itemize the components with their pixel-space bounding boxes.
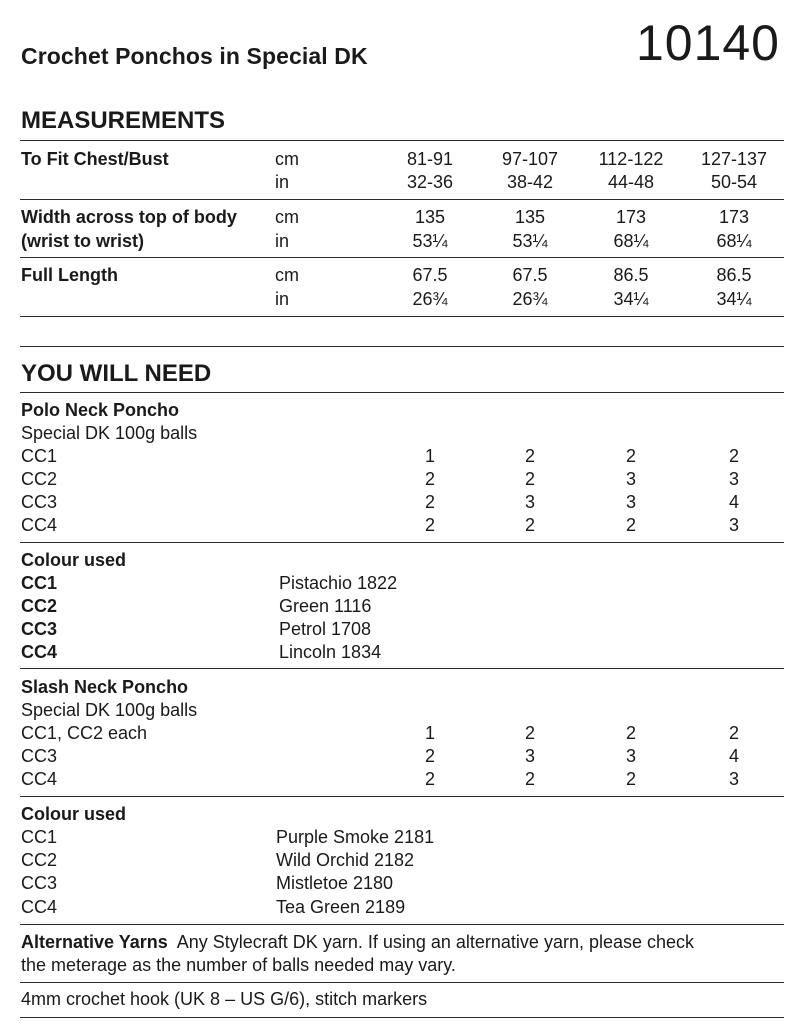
- colour-name: Tea Green 2189: [276, 897, 406, 917]
- ball-count: 2: [524, 469, 535, 489]
- ball-count: 2: [728, 723, 739, 743]
- colour-code: CC3: [21, 873, 58, 893]
- measurement-label: Full Length: [21, 265, 118, 285]
- measurement-label: Width across top of body: [21, 207, 237, 227]
- colour-name: Pistachio 1822: [279, 573, 398, 593]
- hook-info: 4mm crochet hook (UK 8 – US G/6), stitch markers: [21, 989, 428, 1009]
- ball-count: 2: [524, 723, 535, 743]
- colour-code: CC2: [21, 850, 58, 870]
- section-title: Polo Neck Poncho: [21, 400, 180, 420]
- ball-count: 2: [424, 515, 435, 535]
- ball-count: 4: [728, 746, 739, 766]
- ball-count: 3: [625, 746, 636, 766]
- colour-name: Mistletoe 2180: [276, 873, 394, 893]
- unit-cm: cm: [275, 265, 299, 285]
- ball-count: 1: [424, 446, 435, 466]
- ball-count: 2: [524, 515, 535, 535]
- ball-count: 2: [524, 446, 535, 466]
- unit-cm: cm: [275, 207, 299, 227]
- ball-count: 2: [728, 446, 739, 466]
- value-cell: 135: [514, 207, 546, 227]
- value-cell: 68¼: [716, 231, 752, 251]
- colour-name: Petrol 1708: [279, 619, 372, 639]
- unit-in: in: [275, 172, 290, 192]
- value-cell: 112-122: [598, 149, 664, 169]
- alternative-label: Alternative Yarns: [21, 932, 168, 952]
- divider: [20, 542, 784, 543]
- yarn-label: CC4: [21, 769, 58, 789]
- colour-used-title: Colour used: [21, 804, 127, 824]
- yarn-label: CC3: [21, 746, 58, 766]
- divider: [20, 982, 784, 983]
- value-cell: 32-36: [406, 172, 454, 192]
- ball-count: 2: [625, 515, 636, 535]
- ball-count: 3: [728, 515, 739, 535]
- colour-name: Purple Smoke 2181: [276, 827, 435, 847]
- colour-code: CC1: [21, 827, 58, 847]
- ball-count: 3: [728, 469, 739, 489]
- divider: [20, 924, 784, 925]
- colour-name: Wild Orchid 2182: [276, 850, 415, 870]
- ball-count: 2: [424, 769, 435, 789]
- you-will-need-heading: YOU WILL NEED: [21, 360, 212, 387]
- section-subtitle: Special DK 100g balls: [21, 700, 198, 720]
- colour-code: CC1: [21, 573, 58, 593]
- ball-count: 4: [728, 492, 739, 512]
- divider: [20, 140, 784, 141]
- divider: [20, 668, 784, 669]
- alternative-text: Any Stylecraft DK yarn. If using an alternative yarn, please check: [176, 932, 695, 952]
- colour-code: CC3: [21, 619, 58, 639]
- value-cell: 173: [615, 207, 647, 227]
- ball-count: 2: [625, 769, 636, 789]
- value-cell: 135: [414, 207, 446, 227]
- divider: [20, 346, 784, 347]
- ball-count: 2: [625, 446, 636, 466]
- value-cell: 97-107: [501, 149, 559, 169]
- unit-cm: cm: [275, 149, 299, 169]
- value-cell: 67.5: [512, 265, 548, 285]
- value-cell: 67.5: [412, 265, 448, 285]
- unit-in: in: [275, 289, 290, 309]
- ball-count: 3: [625, 469, 636, 489]
- divider: [20, 1017, 784, 1018]
- value-cell: 26¾: [512, 289, 548, 309]
- yarn-label: CC1, CC2 each: [21, 723, 148, 743]
- divider: [20, 257, 784, 258]
- measurement-label: To Fit Chest/Bust: [21, 149, 169, 169]
- ball-count: 1: [424, 723, 435, 743]
- measurements-heading: MEASUREMENTS: [21, 107, 226, 134]
- colour-code: CC2: [21, 596, 58, 616]
- value-cell: 86.5: [613, 265, 649, 285]
- value-cell: 86.5: [716, 265, 752, 285]
- ball-count: 2: [524, 769, 535, 789]
- value-cell: 53¼: [412, 231, 448, 251]
- value-cell: 81-91: [406, 149, 454, 169]
- yarn-label: CC4: [21, 515, 58, 535]
- ball-count: 3: [524, 492, 535, 512]
- colour-code: CC4: [21, 897, 58, 917]
- value-cell: 26¾: [412, 289, 448, 309]
- divider: [20, 392, 784, 393]
- yarn-label: CC2: [21, 469, 58, 489]
- section-title: Slash Neck Poncho: [21, 677, 189, 697]
- measurement-label-sub: (wrist to wrist): [21, 231, 145, 251]
- value-cell: 38-42: [506, 172, 554, 192]
- section-subtitle: Special DK 100g balls: [21, 423, 198, 443]
- ball-count: 3: [625, 492, 636, 512]
- colour-used-title: Colour used: [21, 550, 127, 570]
- unit-in: in: [275, 231, 290, 251]
- colour-name: Lincoln 1834: [279, 642, 382, 662]
- alternative-line-1: [21, 932, 694, 953]
- pattern-number: 10140: [635, 15, 780, 71]
- divider: [20, 316, 784, 317]
- value-cell: 127-137: [700, 149, 768, 169]
- colour-name: Green 1116: [279, 596, 372, 616]
- value-cell: 44-48: [607, 172, 655, 192]
- page-title: Crochet Ponchos in Special DK: [21, 43, 368, 69]
- value-cell: 53¼: [512, 231, 548, 251]
- colour-code: CC4: [21, 642, 58, 662]
- ball-count: 2: [625, 723, 636, 743]
- divider: [20, 199, 784, 200]
- alternative-line-2: the meterage as the number of balls needed may vary.: [21, 955, 456, 975]
- ball-count: 3: [728, 769, 739, 789]
- value-cell: 173: [718, 207, 750, 227]
- ball-count: 2: [424, 492, 435, 512]
- value-cell: 34¼: [613, 289, 649, 309]
- value-cell: 34¼: [716, 289, 752, 309]
- divider: [20, 796, 784, 797]
- value-cell: 50-54: [710, 172, 758, 192]
- yarn-label: CC3: [21, 492, 58, 512]
- value-cell: 68¼: [613, 231, 649, 251]
- ball-count: 3: [524, 746, 535, 766]
- ball-count: 2: [424, 469, 435, 489]
- ball-count: 2: [424, 746, 435, 766]
- yarn-label: CC1: [21, 446, 58, 466]
